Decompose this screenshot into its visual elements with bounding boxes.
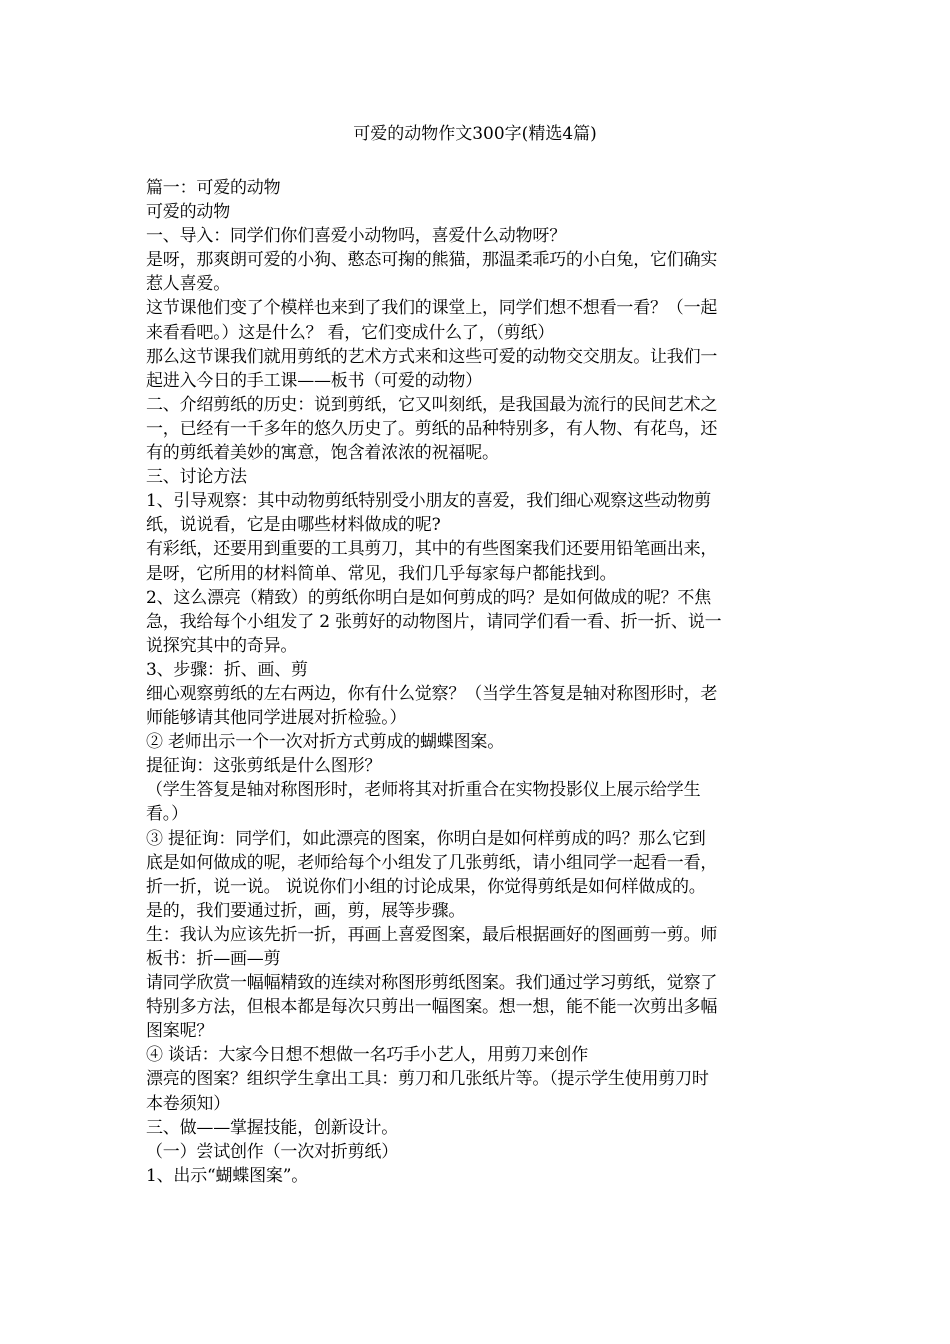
text-line: 漂亮的图案？组织学生拿出工具：剪刀和几张纸片等。（提示学生使用剪刀时 — [146, 1069, 709, 1090]
text-line: 是呀，它所用的材料简单、常见，我们几乎每家每户都能找到。 — [146, 563, 617, 584]
text-line: 细心观察剪纸的左右两边，你有什么觉察？（当学生答复是轴对称图形时，老 — [146, 683, 718, 704]
text-line: 起进入今日的手工课——板书（可爱的动物） — [146, 370, 482, 391]
text-line: 三、讨论方法 — [146, 467, 247, 488]
text-line: 那么这节课我们就用剪纸的艺术方式来和这些可爱的动物交交朋友。让我们一 — [146, 346, 718, 367]
text-line: 这节课他们变了个模样也来到了我们的课堂上，同学们想不想看一看？（一起 — [146, 298, 718, 319]
text-line: 三、做——掌握技能，创新设计。 — [146, 1117, 398, 1138]
text-line: 1、引导观察：其中动物剪纸特别受小朋友的喜爱，我们细心观察这些动物剪 — [146, 491, 712, 512]
text-line: 折一折，说一说。 说说你们小组的讨论成果，你觉得剪纸是如何样做成的。 — [146, 876, 706, 897]
text-line: 有的剪纸着美妙的寓意，饱含着浓浓的祝福呢。 — [146, 443, 499, 464]
text-line: 本卷须知） — [146, 1093, 230, 1114]
text-line: 惹人喜爱。 — [146, 274, 230, 295]
text-line: （学生答复是轴对称图形时，老师将其对折重合在实物投影仪上展示给学生 — [146, 780, 701, 801]
text-line: 底是如何做成的呢，老师给每个小组发了几张剪纸，请小组同学一起看一看， — [146, 852, 718, 873]
text-line: 生：我认为应该先折一折，再画上喜爱图案，最后根据画好的图画剪一剪。师 — [146, 924, 718, 945]
document-body — [146, 176, 806, 1188]
text-line: 二、介绍剪纸的历史：说到剪纸，它又叫刻纸，是我国最为流行的民间艺术之 — [146, 394, 718, 415]
text-line: 3、步骤：折、画、剪 — [146, 659, 308, 680]
text-line: 一，已经有一千多年的悠久历史了。剪纸的品种特别多，有人物、有花鸟，还 — [146, 418, 718, 439]
text-line: 提征询：这张剪纸是什么图形？ — [146, 756, 382, 777]
text-line: 是呀，那爽朗可爱的小狗、憨态可掬的熊猫，那温柔乖巧的小白兔，它们确实 — [146, 250, 718, 271]
text-line: 一、导入：同学们你们喜爱小动物吗，喜爱什么动物呀？ — [146, 226, 566, 247]
text-line: ④ 谈话：大家今日想不想做一名巧手小艺人，用剪刀来创作 — [146, 1045, 589, 1066]
text-line: 篇一：可爱的动物 — [146, 178, 281, 198]
text-line: 有彩纸，还要用到重要的工具剪刀，其中的有些图案我们还要用铅笔画出来， — [146, 539, 718, 560]
text-line: 请同学欣赏一幅幅精致的连续对称图形剪纸图案。我们通过学习剪纸，觉察了 — [146, 973, 718, 994]
text-line: 看。） — [146, 804, 188, 825]
text-line: 2、这么漂亮（精致）的剪纸你明白是如何剪成的吗？是如何做成的呢？不焦 — [146, 587, 712, 608]
text-line: 特别多方法，但根本都是每次只剪出一幅图案。想一想，能不能一次剪出多幅 — [146, 997, 718, 1018]
text-line: ② 老师出示一个一次对折方式剪成的蝴蝶图案。 — [146, 732, 505, 753]
text-line: ③ 提征询：同学们，如此漂亮的图案，你明白是如何样剪成的吗？那么它到 — [146, 828, 706, 849]
text-line: （一）尝试创作（一次对折剪纸） — [146, 1141, 398, 1162]
text-line: 急，我给每个小组发了 2 张剪好的动物图片，请同学们看一看、折一折、说一 — [146, 611, 722, 632]
text-line: 说探究其中的奇异。 — [146, 635, 298, 656]
text-line: 可爱的动物 — [146, 202, 230, 223]
text-line: 板书：折—画—剪 — [146, 949, 281, 969]
text-line: 师能够请其他同学进展对折检验。） — [146, 708, 407, 729]
text-line: 是的，我们要通过折，画，剪，展等步骤。 — [146, 900, 466, 921]
text-line: 1、出示“蝴蝶图案”。 — [146, 1165, 308, 1186]
document-title: 可爱的动物作文300字(精选4篇) — [353, 124, 597, 144]
text-line: 来看看吧。）这是什么？ 看，它们变成什么了，（剪纸） — [146, 322, 555, 343]
text-line: 图案呢？ — [146, 1021, 214, 1042]
text-line: 纸，说说看，它是由哪些材料做成的呢? — [146, 515, 441, 536]
